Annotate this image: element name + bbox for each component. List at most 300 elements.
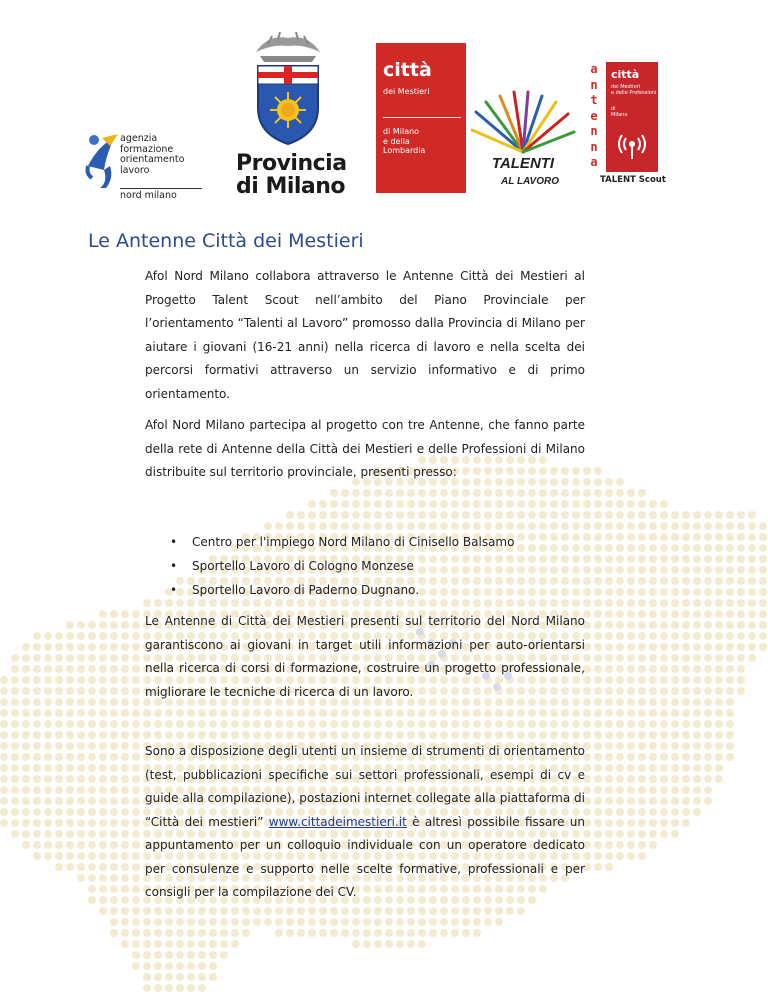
map-dot	[462, 720, 470, 728]
map-dot	[77, 632, 85, 640]
map-dot	[616, 841, 624, 849]
map-dot	[561, 522, 569, 530]
map-dot	[462, 907, 470, 915]
map-dot	[374, 907, 382, 915]
map-dot	[726, 720, 734, 728]
map-dot	[748, 599, 756, 607]
map-dot	[616, 555, 624, 563]
map-dot	[143, 962, 151, 970]
map-dot	[616, 808, 624, 816]
citta-region-1: di Milano	[383, 127, 420, 136]
map-dot	[33, 632, 41, 640]
map-dot	[693, 621, 701, 629]
map-dot	[484, 489, 492, 497]
map-dot	[660, 720, 668, 728]
map-dot	[88, 841, 96, 849]
map-dot	[88, 863, 96, 871]
map-dot	[671, 808, 679, 816]
map-dot	[726, 544, 734, 552]
map-dot	[121, 775, 129, 783]
map-dot	[264, 907, 272, 915]
map-dot	[77, 643, 85, 651]
talenti-line-1: TALENTI	[491, 155, 555, 172]
map-dot	[341, 489, 349, 497]
antenna-letter-7: a	[590, 155, 598, 169]
map-dot	[671, 522, 679, 530]
map-dot	[627, 511, 635, 519]
map-dot	[671, 533, 679, 541]
map-dot	[209, 973, 217, 981]
map-dot	[627, 786, 635, 794]
map-dot	[99, 610, 107, 618]
map-dot	[638, 489, 646, 497]
map-dot	[759, 555, 767, 563]
map-dot	[737, 588, 745, 596]
map-dot	[473, 918, 481, 926]
map-dot	[693, 588, 701, 596]
map-dot	[22, 709, 30, 717]
map-dot	[737, 533, 745, 541]
map-dot	[121, 709, 129, 717]
map-dot	[33, 698, 41, 706]
map-dot	[539, 489, 547, 497]
map-dot	[0, 687, 8, 695]
map-dot	[88, 709, 96, 717]
map-dot	[627, 632, 635, 640]
map-dot	[66, 665, 74, 673]
antenna-letter-3: t	[590, 93, 598, 107]
map-dot	[121, 896, 129, 904]
map-dot	[451, 929, 459, 937]
map-dot	[506, 522, 514, 530]
broadcast-antenna-icon	[617, 130, 647, 160]
map-dot	[616, 830, 624, 838]
map-dot	[539, 511, 547, 519]
map-dot	[198, 984, 206, 992]
map-dot	[154, 907, 162, 915]
map-dot	[737, 665, 745, 673]
map-dot	[363, 918, 371, 926]
map-dot	[704, 742, 712, 750]
map-dot	[242, 918, 250, 926]
map-dot	[616, 775, 624, 783]
map-dot	[638, 775, 646, 783]
map-dot	[649, 610, 657, 618]
map-dot	[385, 709, 393, 717]
map-dot	[429, 511, 437, 519]
map-dot	[649, 797, 657, 805]
map-dot	[88, 808, 96, 816]
map-dot	[594, 863, 602, 871]
map-dot	[22, 775, 30, 783]
map-dot	[616, 687, 624, 695]
map-dot	[330, 918, 338, 926]
map-dot	[110, 863, 118, 871]
map-dot	[132, 676, 140, 684]
map-dot	[396, 522, 404, 530]
map-dot	[77, 753, 85, 761]
map-dot	[682, 632, 690, 640]
map-dot	[594, 555, 602, 563]
map-dot	[11, 731, 19, 739]
map-dot	[110, 929, 118, 937]
map-dot	[517, 731, 525, 739]
map-dot	[616, 742, 624, 750]
map-dot	[176, 907, 184, 915]
map-dot	[605, 654, 613, 662]
map-dot	[594, 632, 602, 640]
map-dot	[682, 797, 690, 805]
map-dot	[638, 720, 646, 728]
map-dot	[715, 676, 723, 684]
map-dot	[176, 962, 184, 970]
map-dot	[22, 808, 30, 816]
map-dot	[88, 830, 96, 838]
map-dot	[77, 687, 85, 695]
map-dot	[132, 687, 140, 695]
map-dot	[737, 566, 745, 574]
map-dot	[605, 478, 613, 486]
map-dot	[660, 731, 668, 739]
map-dot	[88, 885, 96, 893]
map-dot	[418, 918, 426, 926]
map-dot	[308, 522, 316, 530]
map-dot	[484, 522, 492, 530]
map-dot	[66, 863, 74, 871]
map-dot	[198, 918, 206, 926]
map-dot	[418, 500, 426, 508]
map-dot	[484, 500, 492, 508]
map-dot	[407, 522, 415, 530]
map-dot	[517, 511, 525, 519]
map-dot	[671, 786, 679, 794]
map-dot	[671, 555, 679, 563]
map-dot	[88, 720, 96, 728]
map-dot	[627, 720, 635, 728]
map-dot	[682, 643, 690, 651]
map-dot	[66, 621, 74, 629]
map-dot	[715, 764, 723, 772]
map-dot	[33, 808, 41, 816]
map-dot	[583, 720, 591, 728]
map-dot	[308, 500, 316, 508]
map-dot	[66, 852, 74, 860]
map-dot	[187, 951, 195, 959]
map-dot	[165, 720, 173, 728]
map-dot	[319, 522, 327, 530]
map-dot	[99, 907, 107, 915]
map-dot	[220, 940, 228, 948]
map-dot	[627, 522, 635, 530]
map-dot	[704, 599, 712, 607]
map-dot	[132, 775, 140, 783]
map-dot	[242, 907, 250, 915]
map-dot	[132, 918, 140, 926]
map-dot	[176, 940, 184, 948]
map-dot	[396, 918, 404, 926]
map-dot	[88, 753, 96, 761]
map-dot	[319, 720, 327, 728]
map-dot	[341, 720, 349, 728]
map-dot	[660, 654, 668, 662]
paragraph-services	[145, 610, 585, 704]
map-dot	[539, 522, 547, 530]
map-dot	[473, 929, 481, 937]
map-dot	[22, 841, 30, 849]
map-dot	[99, 753, 107, 761]
map-dot	[209, 929, 217, 937]
talenti-burst-icon	[468, 90, 578, 195]
map-dot	[682, 764, 690, 772]
map-dot	[605, 577, 613, 585]
map-dot	[693, 522, 701, 530]
map-dot	[99, 841, 107, 849]
map-dot	[66, 786, 74, 794]
map-dot	[88, 742, 96, 750]
map-dot	[682, 731, 690, 739]
map-dot	[726, 687, 734, 695]
map-dot	[187, 929, 195, 937]
map-dot	[352, 489, 360, 497]
map-dot	[33, 654, 41, 662]
map-dot	[22, 643, 30, 651]
map-dot	[638, 709, 646, 717]
map-dot	[66, 797, 74, 805]
map-dot	[638, 643, 646, 651]
map-dot	[88, 621, 96, 629]
map-dot	[638, 566, 646, 574]
map-dot	[55, 720, 63, 728]
map-dot	[462, 918, 470, 926]
map-dot	[253, 918, 261, 926]
map-dot	[682, 610, 690, 618]
map-dot	[132, 643, 140, 651]
map-dot	[385, 489, 393, 497]
map-dot	[121, 753, 129, 761]
afol-text-2: formazione	[120, 143, 174, 155]
map-dot	[693, 632, 701, 640]
map-dot	[308, 720, 316, 728]
map-dot	[187, 940, 195, 948]
map-dot	[748, 566, 756, 574]
map-dot	[627, 775, 635, 783]
map-dot	[627, 643, 635, 651]
map-dot	[132, 962, 140, 970]
map-dot	[715, 566, 723, 574]
map-dot	[110, 621, 118, 629]
map-dot	[616, 478, 624, 486]
map-dot	[715, 511, 723, 519]
map-dot	[759, 621, 767, 629]
talenti-al-lavoro-logo	[468, 90, 578, 195]
map-dot	[33, 687, 41, 695]
map-dot	[748, 643, 756, 651]
map-dot	[616, 643, 624, 651]
map-dot	[649, 753, 657, 761]
map-dot	[187, 720, 195, 728]
map-dot	[594, 764, 602, 772]
map-dot	[693, 599, 701, 607]
map-dot	[693, 698, 701, 706]
map-dot	[121, 764, 129, 772]
map-dot	[704, 709, 712, 717]
map-dot	[88, 676, 96, 684]
map-dot	[451, 500, 459, 508]
map-dot	[264, 522, 272, 530]
map-dot	[638, 819, 646, 827]
map-dot	[649, 643, 657, 651]
map-dot	[99, 621, 107, 629]
paragraph-1-text: Afol Nord Milano collabora attraverso le Antenne Città dei Mestieri al Progetto Talent Scout nell’ambito del Piano Provinciale per l’orientamento “Talenti al Lavoro” promosso dalla Provincia di Milano per aiutare i giovani (16-21 anni) nella ricerca di lavoro e nella scelta dei percorsi formativi attraverso un servizio informativo e di primo orientamento.	[145, 269, 585, 401]
map-dot	[660, 588, 668, 596]
map-dot	[231, 709, 239, 717]
map-dot	[407, 731, 415, 739]
list-item: • Centro per l'impiego Nord Milano di Cinisello Balsamo	[145, 530, 585, 554]
map-dot	[374, 940, 382, 948]
map-dot	[693, 742, 701, 750]
map-dot	[352, 907, 360, 915]
map-dot	[22, 764, 30, 772]
map-dot	[11, 808, 19, 816]
map-dot	[132, 698, 140, 706]
map-dot	[682, 742, 690, 750]
map-dot	[55, 808, 63, 816]
map-dot	[616, 797, 624, 805]
map-dot	[385, 511, 393, 519]
map-dot	[165, 929, 173, 937]
map-dot	[605, 786, 613, 794]
map-dot	[176, 731, 184, 739]
map-dot	[649, 511, 657, 519]
map-dot	[627, 709, 635, 717]
map-dot	[132, 753, 140, 761]
map-dot	[220, 918, 228, 926]
map-dot	[231, 940, 239, 948]
map-dot	[242, 709, 250, 717]
map-dot	[616, 522, 624, 530]
map-dot	[0, 797, 8, 805]
map-dot	[33, 841, 41, 849]
map-dot	[660, 709, 668, 717]
map-dot	[44, 830, 52, 838]
map-dot	[0, 709, 8, 717]
map-dot	[77, 841, 85, 849]
map-dot	[594, 698, 602, 706]
map-dot	[726, 709, 734, 717]
map-dot	[671, 632, 679, 640]
map-dot	[121, 907, 129, 915]
map-dot	[649, 830, 657, 838]
map-dot	[671, 599, 679, 607]
map-dot	[44, 643, 52, 651]
map-dot	[748, 610, 756, 618]
map-dot	[418, 489, 426, 497]
map-dot	[649, 786, 657, 794]
map-dot	[198, 929, 206, 937]
map-dot	[649, 841, 657, 849]
paragraph-4-text	[145, 740, 585, 905]
map-dot	[748, 511, 756, 519]
map-dot	[110, 819, 118, 827]
map-dot	[715, 533, 723, 541]
map-dot	[451, 720, 459, 728]
map-dot	[759, 643, 767, 651]
map-dot	[407, 929, 415, 937]
map-dot	[715, 753, 723, 761]
map-dot	[550, 731, 558, 739]
map-dot	[605, 764, 613, 772]
map-dot	[605, 753, 613, 761]
map-dot	[528, 709, 536, 717]
map-dot	[55, 742, 63, 750]
map-dot	[682, 533, 690, 541]
map-dot	[704, 698, 712, 706]
map-dot	[759, 577, 767, 585]
map-dot	[77, 731, 85, 739]
map-dot	[33, 643, 41, 651]
map-dot	[11, 687, 19, 695]
map-dot	[396, 709, 404, 717]
map-dot	[638, 742, 646, 750]
map-dot	[616, 566, 624, 574]
map-dot	[704, 654, 712, 662]
map-dot	[363, 731, 371, 739]
map-dot	[748, 632, 756, 640]
map-dot	[572, 720, 580, 728]
map-dot	[121, 852, 129, 860]
map-dot	[682, 522, 690, 530]
map-dot	[605, 819, 613, 827]
map-dot	[209, 918, 217, 926]
map-dot	[704, 511, 712, 519]
map-dot	[517, 907, 525, 915]
map-dot	[154, 984, 162, 992]
map-dot	[132, 665, 140, 673]
map-dot	[110, 632, 118, 640]
citta-dei-mestieri-link[interactable]: www.cittadeimestieri.it	[268, 814, 407, 829]
afol-nord-milano-logo	[84, 108, 244, 201]
map-dot	[748, 654, 756, 662]
map-dot	[440, 522, 448, 530]
map-dot	[594, 775, 602, 783]
map-dot	[374, 929, 382, 937]
map-dot	[704, 720, 712, 728]
map-dot	[44, 676, 52, 684]
map-dot	[143, 973, 151, 981]
map-dot	[495, 731, 503, 739]
map-dot	[660, 599, 668, 607]
map-dot	[154, 962, 162, 970]
map-dot	[506, 720, 514, 728]
map-dot	[759, 632, 767, 640]
map-dot	[605, 643, 613, 651]
map-dot	[682, 698, 690, 706]
map-dot	[594, 467, 602, 475]
map-dot	[66, 676, 74, 684]
map-dot	[33, 764, 41, 772]
map-dot	[495, 709, 503, 717]
map-dot	[737, 621, 745, 629]
map-dot	[682, 544, 690, 552]
map-dot	[594, 577, 602, 585]
map-dot	[143, 709, 151, 717]
map-dot	[341, 918, 349, 926]
map-dot	[671, 687, 679, 695]
map-dot	[77, 819, 85, 827]
map-dot	[253, 907, 261, 915]
provincia-line-2: di Milano	[236, 174, 346, 199]
map-dot	[660, 676, 668, 684]
